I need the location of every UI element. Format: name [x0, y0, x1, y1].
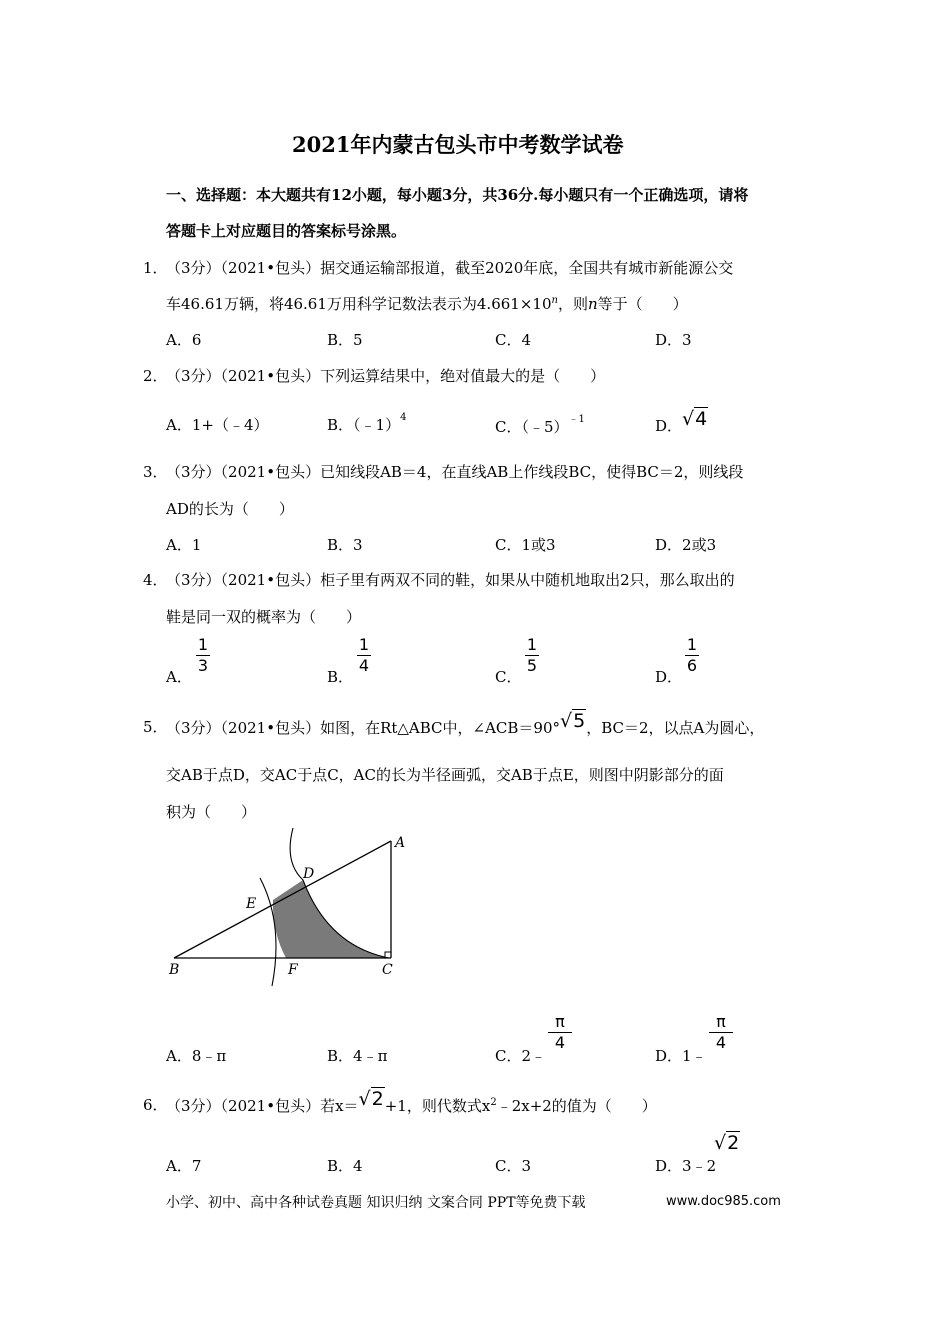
geometry-figure [160, 828, 420, 988]
q6-option-b[interactable]: B．4 [327, 1157, 363, 1175]
q3-line2: AD的长为（ ） [166, 500, 294, 518]
q6-line1: （3分）（2021•包头）若x＝√2+1，则代数式$x^2﹣2x+2$的值为（ ） [166, 1088, 657, 1115]
page-title: 2021年内蒙古包头市中考数学试卷 [292, 132, 624, 157]
label-f: F [288, 962, 298, 978]
q5-line1: （3分）（2021•包头）如图，在Rt△ABC中，∠ACB＝90°√5，BC＝2，以点A为圆心， [166, 710, 765, 737]
footer-link[interactable]: www.doc985.com [666, 1194, 781, 1209]
arc-ef [260, 878, 276, 986]
q4-option-d[interactable]: D． [655, 668, 683, 686]
q5-line2: 交AB于点D，交AC于点C，AC的长为半径画弧，交AB于点E，则图中阴影部分的面 [166, 766, 724, 784]
q4-fraction-b: 1 4 [358, 635, 370, 675]
q3-option-a[interactable]: A．1 [166, 536, 202, 554]
label-d: D [303, 866, 315, 882]
q4-fraction-d: 1 6 [686, 635, 698, 675]
q2-option-c[interactable]: C．（﹣5）$^{﹣1}$ [495, 414, 585, 436]
q3-option-c[interactable]: C．1或3 [495, 536, 556, 554]
footer-text: 小学、初中、高中各种试卷真题 知识归纳 文案合同 PPT等免费下载 [166, 1195, 586, 1211]
q3-line1: （3分）（2021•包头）已知线段AB＝4，在直线AB上作线段BC，使得BC＝2，则线段 [166, 463, 744, 481]
q5-option-d[interactable]: D．1﹣ [655, 1047, 707, 1065]
q2-option-b[interactable]: B．（﹣1）$^4$ [327, 412, 407, 434]
q2-line1: （3分）（2021•包头）下列运算结果中，绝对值最大的是（ ） [166, 367, 606, 385]
q6-number: 6． [143, 1096, 168, 1114]
q4-option-a[interactable]: A． [166, 668, 192, 686]
q4-number: 4． [143, 571, 168, 589]
section-header-line1: 一、选择题：本大题共有12小题，每小题3分，共36分.每小题只有一个正确选项，请将 [166, 186, 749, 204]
q3-number: 3． [143, 463, 168, 481]
q1-line2: 车46.61万辆，将46.61万用科学记数法表示为$4.661\times 10^n$，则n等于（ ） [166, 295, 688, 313]
sqrt-symbol: √ [714, 1132, 727, 1154]
label-c: C [382, 962, 393, 978]
label-e: E [246, 896, 257, 912]
q2-option-a[interactable]: A．1+（﹣4） [166, 416, 269, 434]
q4-option-b[interactable]: B． [327, 668, 354, 686]
label-a: A [395, 835, 406, 851]
q2-option-d[interactable]: D．√4 [655, 408, 708, 435]
q5-line3: 积为（ ） [166, 803, 257, 821]
q3-option-b[interactable]: B．3 [327, 536, 363, 554]
q4-line2: 鞋是同一双的概率为（ ） [166, 608, 362, 626]
q3-option-d[interactable]: D．2或3 [655, 536, 717, 554]
q1-option-b[interactable]: B．5 [327, 331, 363, 349]
sqrt-symbol: √ [682, 408, 695, 430]
q5-option-c[interactable]: C．2﹣ [495, 1047, 547, 1065]
q1-option-d[interactable]: D．3 [655, 331, 692, 349]
q5-fraction-d: π 4 [709, 1013, 733, 1052]
q2-number: 2． [143, 367, 168, 385]
q1-line1: （3分）（2021•包头）据交通运输部报道，截至2020年底，全国共有城市新能源公交 [166, 259, 734, 277]
q6-option-a[interactable]: A．7 [166, 1157, 202, 1175]
shaded-region [273, 880, 389, 958]
q1-option-a[interactable]: A．6 [166, 331, 202, 349]
q6-option-d-radical: √2 [714, 1132, 740, 1154]
q1-option-c[interactable]: C．4 [495, 331, 532, 349]
q6-option-c[interactable]: C．3 [495, 1157, 532, 1175]
section-header-line2: 答题卡上对应题目的答案标号涂黑。 [166, 222, 407, 240]
q6-option-d[interactable]: D．3﹣2 [655, 1157, 717, 1175]
sqrt-symbol: √ [358, 1088, 371, 1110]
q4-fraction-c: 1 5 [526, 635, 538, 675]
q5-option-b[interactable]: B．4﹣π [327, 1047, 388, 1065]
q4-line1: （3分）（2021•包头）柜子里有两双不同的鞋，如果从中随机地取出2只，那么取出的 [166, 571, 735, 589]
q1-number: 1． [143, 259, 168, 277]
q5-fraction-c: π 4 [548, 1013, 572, 1052]
q5-number: 5． [143, 718, 168, 736]
q4-fraction-a: 1 3 [197, 635, 209, 675]
q4-option-c[interactable]: C． [495, 668, 522, 686]
label-b: B [169, 962, 180, 978]
sqrt-symbol: √ [560, 710, 573, 732]
q5-option-a[interactable]: A．8﹣π [166, 1047, 227, 1065]
